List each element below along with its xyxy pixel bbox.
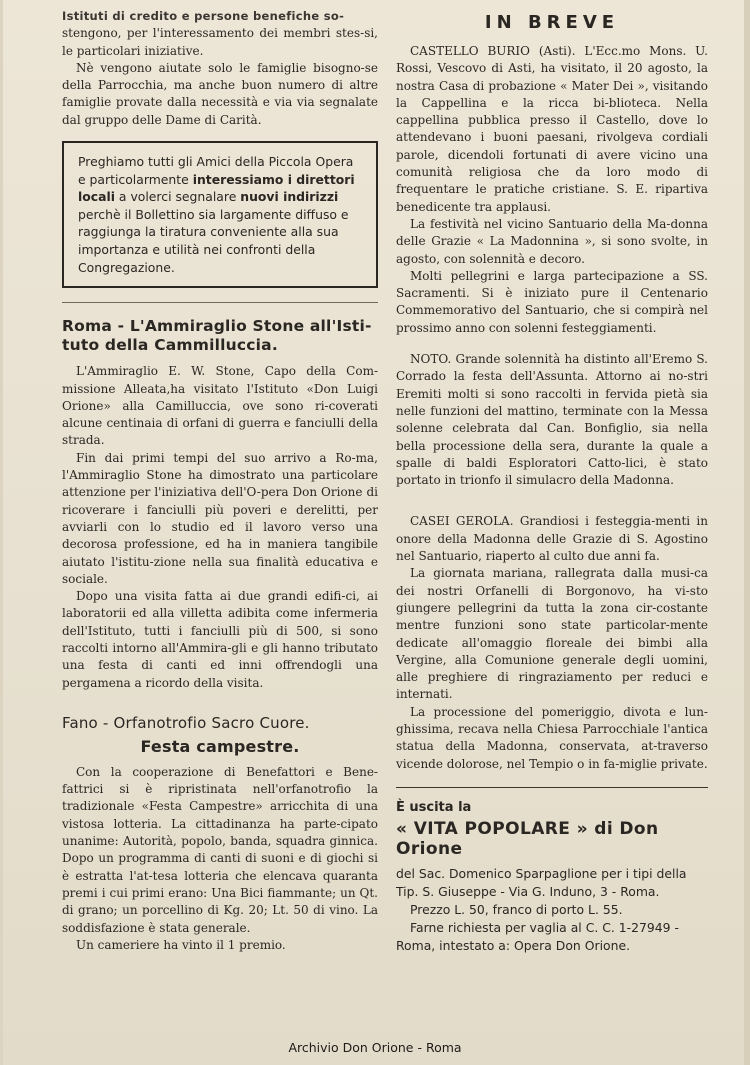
ad-line-1: del Sac. Domenico Sparpaglione per i tipi della Tip. S. Giuseppe - Via G. Induno, 3 - Roma. — [396, 865, 687, 899]
appeal-bold-2: nuovi indirizzi — [240, 189, 339, 205]
spacer — [396, 337, 708, 343]
fano-subtitle: Festa campestre. — [140, 736, 300, 756]
castello-paragraph-2: La festività nel vicino Santuario della Ma-donna delle Grazie « La Madonnina », si sono svolte, in agosto, con solennità e decoro. — [396, 216, 708, 266]
left-column — [62, 8, 378, 954]
divider — [62, 302, 378, 303]
casei-paragraph-3: La processione del pomeriggio, divota e lun-ghissima, recava nella Chiesa Parrocchiale l'antica statua della Madonna, conservata, at-traverso vicende dolorose, nel Tempio o in fa-miglie private. — [396, 704, 708, 771]
roma-title: Roma - L'Ammiraglio Stone all'Isti-tuto della Cammilluccia. — [62, 317, 372, 355]
appeal-bold-1: interessiamo i direttori locali — [78, 171, 355, 205]
spacer — [396, 489, 708, 495]
roma-paragraph-2: Fin dai primi tempi del suo arrivo a Ro-ma, l'Ammiraglio Stone ha dimostrato una particolare attenzione per l'iniziativa dell'O-pera Don Orione di ricoverare i fanciulli più poveri e derelitti, per avviarli con lo studio ed il lavoro verso una decorosa professione, ed ha in maniera tangibile aiutato l'istitu-zione nella sua finalità educativa e sociale. — [62, 450, 378, 586]
ad-intro: È uscita la — [396, 799, 472, 815]
ad-body — [396, 865, 708, 955]
right-column — [396, 8, 708, 955]
fano-paragraph-1: Con la cooperazione di Benefattori e Bene-fattrici si è ripristinata nell'orfanotrofio la tradizionale «Festa Campestre» arricchita di una vistosa lotteria. La cittadinanza ha parte-cipato unanime: Autorità, popolo, banda, squadra ginnica. Dopo un programma di canti di suoni e di giochi si è estratta l'at-tesa lotteria che elencava quaranta premi i cui primi erano: Una Bici fiammante; un Qt. di grano; un porcellino di Kg. 20; Lt. 50 di vino. La soddisfazione è stata generale. — [62, 764, 378, 935]
roma-heading — [62, 317, 378, 355]
castello-paragraph-3: Molti pellegrini e larga partecipazione a SS. Sacramenti. Si è iniziato pure il Centenario Commemorativo del Santuario, che si compirà nel prossimo anno con solenni festeggiamenti. — [396, 268, 708, 335]
intro-heading: Istituti di credito e persone benefiche so- — [62, 9, 345, 23]
ad-title: « VITA POPOLARE » di Don Orione — [396, 818, 659, 859]
fano-heading — [62, 714, 378, 756]
fano-paragraph-2: Un cameriere ha vinto il 1 premio. — [76, 937, 286, 952]
page-edge-right — [744, 0, 750, 1065]
appeal-text-2: a volerci segnalare — [118, 189, 237, 205]
intro-paragraph-2: Nè vengono aiutate solo le famiglie bisogno-se della Parrocchia, ma anche buon numero di altre famiglie provate dalla necessità e via via segnalate dal gruppo delle Dame di Carità. — [62, 60, 378, 127]
roma-paragraph-3: Dopo una visita fatta ai due grandi edifi-ci, ai laboratorii ed alla villetta adibita come infermeria dell'Istituto, tutti i fanciulli più di 500, si sono raccolti intorno all'Ammira-gli e gli hanno tributato una festa di canti ed inni offrendogli una pergamena a ricordo della visita. — [62, 589, 378, 690]
intro-paragraph-1: stengono, per l'interessamento dei membri stes-si, le particolari iniziative. — [62, 26, 378, 58]
appeal-text-3: perchè il Bollettino sia largamente diffuso e raggiunga la tiratura conveniente alla sua importanza e utilità nei confronti della Congregazione. — [78, 206, 349, 275]
fano-title: Fano - Orfanotrofio Sacro Cuore. — [62, 713, 310, 732]
castello-paragraph-1: CASTELLO BURIO (Asti). L'Ecc.mo Mons. U. Rossi, Vescovo di Asti, ha visitato, il 20 agosto, la nostra Casa di probazione « Mater Dei », visitando la Cappellina e la ricca bi-blioteca. Nella cappellina pubblica presso il Castello, dove lo attendevano i buoni paesani, rivolgeva cordiali parole, dicendoli fortunati di avere vicino una comunità religiosa che da loro modo di frequentare le pratiche cristiane. S. E. ripartiva benedicente tra applausi. — [396, 44, 708, 214]
roma-paragraph-1: L'Ammiraglio E. W. Stone, Capo della Com-missione Alleata,ha visitato l'Istituto «Don Luigi Orione» alla Camilluccia, ove sono ri-coverati alcune centinaia di orfani di guerra e fanciulli della strada. — [62, 364, 378, 448]
in-breve-title: IN BREVE — [484, 12, 620, 33]
archive-footer: Archivio Don Orione - Roma — [288, 1040, 462, 1055]
appeal-box — [62, 141, 378, 288]
appeal-text-1: Preghiamo tutti gli Amici della Piccola Opera e particolarmente — [78, 154, 354, 187]
ad-line-3: Farne richiesta per vaglia al C. C. 1-27949 - Roma, intestato a: Opera Don Orione. — [396, 919, 679, 953]
page-edge-left — [0, 0, 3, 1065]
ad-line-2: Prezzo L. 50, franco di porto L. 55. — [410, 901, 623, 917]
casei-paragraph-1: CASEI GEROLA. Grandiosi i festeggia-menti in onore della Madonna delle Grazie di S. Agostino nel Santuario, riaperto al culto due anni fa. — [396, 514, 708, 564]
ad-divider — [396, 787, 708, 788]
noto-paragraph: NOTO. Grande solennità ha distinto all'Eremo S. Corrado la festa dell'Assunta. Attorno ai no-stri Eremiti molti si sono raccolti in fervida pietà sia nelle funzioni del mattino, terminate con la Messa solenne celebrata dal Can. Bonfiglio, sia nella bella processione della sera, durante la quale a spalle di baldi Esploratori Catto-lici, è stato portato in trionfo il simulacro della Madonna. — [396, 352, 708, 488]
casei-paragraph-2: La giornata mariana, rallegrata dalla musi-ca dei nostri Orfanelli di Borgonovo, ha vi-sto giungere pellegrini da tutta la zona cir-costante mentre funzioni sono state particolar-mente dedicate all'omaggio floreale dei bimbi alla Vergine, alla Comunione generale degli uomini, alle preghiere di ringraziamento per reduci e internati. — [396, 566, 708, 702]
